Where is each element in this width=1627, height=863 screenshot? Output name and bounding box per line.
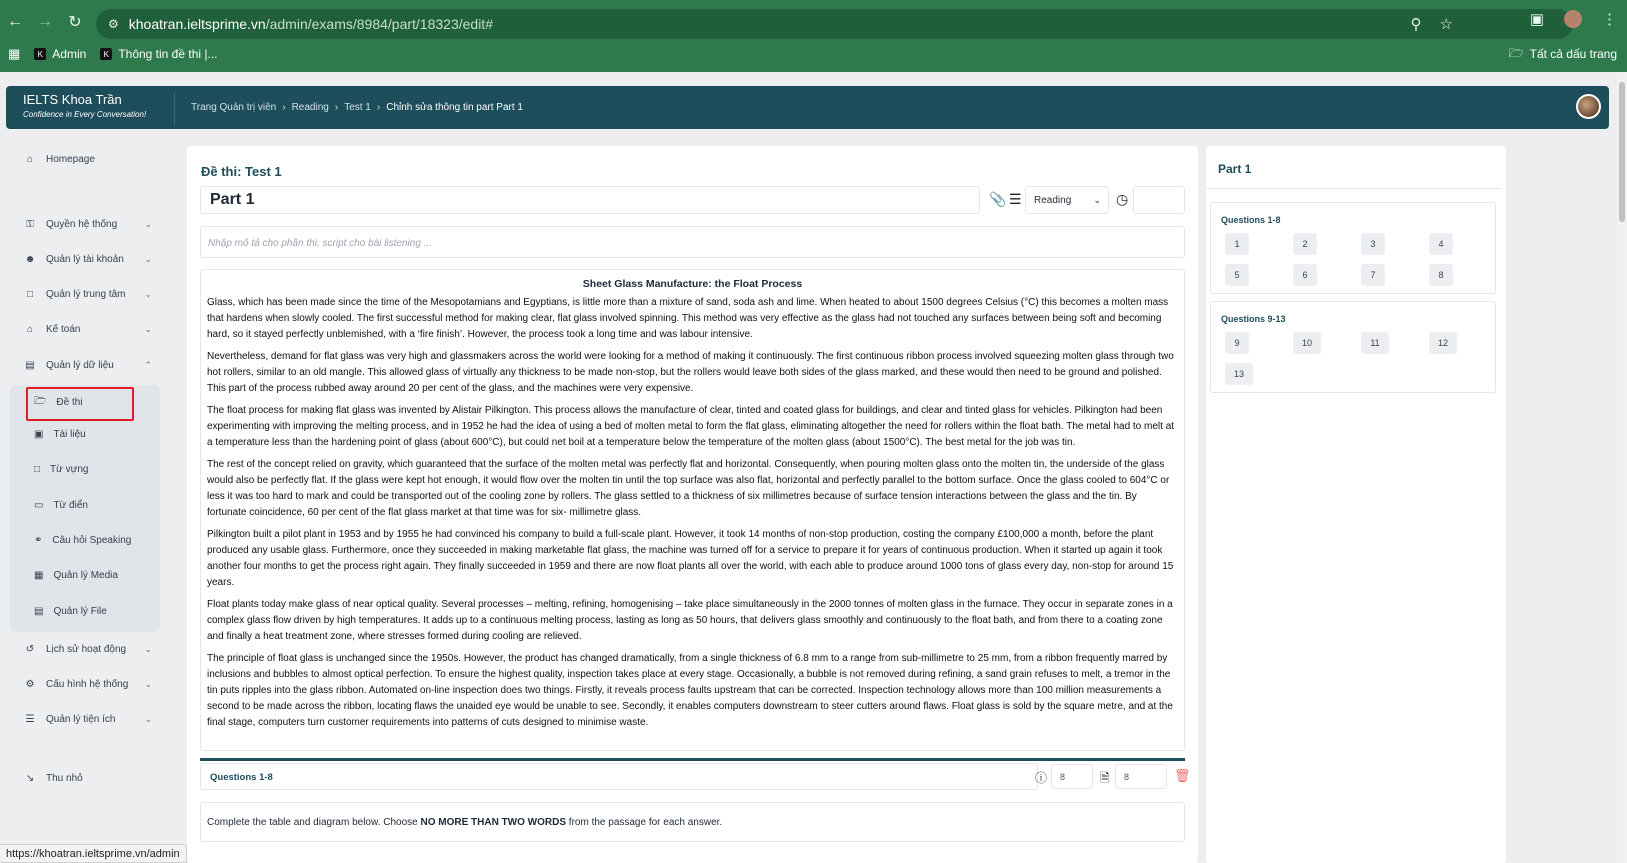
breadcrumb	[191, 102, 523, 113]
page-title: Đề thi: Test 1	[201, 164, 282, 179]
skill-select-value: Reading	[1034, 195, 1072, 206]
extensions-icon[interactable]: ▣	[1529, 11, 1544, 28]
sidebar-item-files[interactable]	[34, 606, 107, 617]
sidebar-item-speaking[interactable]	[34, 535, 131, 546]
divider	[200, 758, 1185, 761]
admin-app	[0, 72, 1627, 863]
mic-icon: ⚭	[34, 535, 43, 546]
chevron-down-icon: ⌄	[144, 288, 152, 299]
sidebar-item-label: Homepage	[46, 153, 95, 165]
folder-icon: 🗁	[34, 396, 47, 407]
sidebar-item-centers[interactable]	[22, 286, 152, 302]
breadcrumb-sep: ›	[376, 102, 381, 113]
breadcrumb-home[interactable]: Trang Quản trị viên	[191, 102, 277, 113]
status-bar-url: https://khoatran.ieltsprime.vn/admin	[0, 844, 187, 863]
question-button[interactable]: 12	[1429, 332, 1457, 354]
avatar[interactable]	[1576, 94, 1601, 119]
zoom-icon[interactable]: ⚲	[1410, 16, 1422, 33]
sidebar-item-accounts[interactable]	[22, 251, 152, 267]
question-group-title[interactable]: Questions 1-8	[200, 763, 1038, 790]
passage-title: Sheet Glass Manufacture: the Float Process	[582, 278, 803, 290]
editor-panel	[187, 146, 1198, 863]
home-icon: ⌂	[26, 153, 34, 165]
question-group-title: Questions 9-13	[1221, 314, 1286, 324]
sidebar-item-label: Quản lý trung tâm	[46, 288, 126, 300]
question-button[interactable]: 2	[1293, 233, 1317, 255]
history-icon: ↺	[25, 643, 35, 655]
paperclip-icon[interactable]: 📎	[989, 191, 1007, 207]
box-icon: ▣	[34, 429, 44, 440]
selection-highlight	[26, 387, 134, 421]
question-group-title: Questions 1-8	[1221, 215, 1281, 225]
breadcrumb-sep: ›	[334, 102, 339, 113]
sidebar-item-label: Quản lý tiện ích	[46, 713, 116, 725]
question-button[interactable]: 9	[1225, 332, 1249, 354]
url-bar[interactable]	[96, 9, 1573, 39]
bookmark-admin[interactable]	[34, 47, 86, 61]
sidebar-item-data[interactable]	[22, 357, 152, 373]
message-icon: □	[34, 464, 41, 475]
question-navigator	[1206, 146, 1506, 863]
image-icon: ▦	[34, 570, 44, 581]
address-row	[0, 5, 1627, 39]
breadcrumb-reading[interactable]: Reading	[291, 102, 329, 113]
bookmark-label: Admin	[52, 47, 87, 61]
chevron-down-icon: ⌄	[144, 643, 152, 654]
collapse-icon: ↘	[25, 772, 35, 784]
sidebar-item-dictionary[interactable]	[34, 500, 88, 511]
sidebar-item-config[interactable]	[22, 676, 152, 692]
page-count-input[interactable]: 8	[1115, 764, 1167, 789]
breadcrumb-sep: ›	[282, 102, 286, 113]
page-scrollbar[interactable]	[1617, 72, 1627, 863]
brand-title: IELTS Khoa Trần	[23, 92, 122, 107]
browser-chrome	[0, 0, 1627, 72]
bank-icon: ⌂	[26, 323, 34, 335]
star-icon[interactable]: ☆	[1439, 16, 1453, 33]
sidebar-item-accounting[interactable]	[22, 321, 152, 337]
all-bookmarks[interactable]	[1509, 44, 1617, 65]
question-instruction[interactable]	[200, 802, 1185, 842]
question-button[interactable]: 11	[1361, 332, 1389, 354]
sidebar-item-history[interactable]	[22, 641, 152, 657]
url-host: khoatran.ieltsprime.vn	[128, 16, 266, 32]
brand-subtitle: Confidence in Every Conversation!	[23, 110, 147, 119]
sidebar-item-label: Quản lý Media	[53, 570, 118, 581]
passage-paragraph: Float plants today make glass of near optical quality. Several processes – melting, refining, homogenising – take place simultaneously in the 2000 tonnes of molten glass in the furnace. They occur in separate zones in a complex glass flow driven by high temperatures. It adds up to a continuous melting process, lasting as long as 50 hours, that delivers glass smoothly and continuously to the float bath, and from there to a coating zone and finally a heat treatment zone, where stresses formed during cooling are relieved.	[207, 599, 1173, 642]
instruction-text: Complete the table and diagram below. Choose	[207, 817, 421, 828]
bookmark-label: Thông tin đề thi |...	[118, 47, 218, 61]
sidebar-item-label: Quản lý dữ liệu	[46, 359, 114, 371]
sidebar-item-utilities[interactable]	[22, 711, 152, 727]
sidebar-item-media[interactable]	[34, 570, 118, 581]
passage-paragraph: The float process for making flat glass was invented by Alistair Pilkington. This process allows the manufacture of clear, tinted and coated glass for buildings, and clear and tinted glass for vehicles. Pilkington had been experimenting with improving the melting process, and in 1952 he had the idea of using a bed of molten metal to form the flat glass, eliminating altogether the need for rollers within the float bath. The metal had to melt at a temperature less than the hardening point of glass (about 600°C), but could net boil at a temperature below the temperature of the molten glass (about 1500°C). The best metal for the job was tin.	[207, 405, 1175, 448]
skill-select[interactable]	[1025, 186, 1109, 214]
trash-icon[interactable]: 🗑	[1174, 768, 1191, 783]
breadcrumb-current: Chỉnh sửa thông tin part Part 1	[386, 102, 523, 113]
chevron-down-icon: ⌄	[144, 713, 152, 724]
question-count-input[interactable]: 8	[1051, 764, 1093, 789]
breadcrumb-test[interactable]: Test 1	[344, 102, 371, 113]
menu-icon[interactable]: ⋮	[1602, 11, 1617, 28]
part-name-input[interactable]: Part 1	[200, 186, 980, 214]
question-button[interactable]: 13	[1225, 363, 1253, 385]
question-button[interactable]: 7	[1361, 264, 1385, 286]
drive-icon: ▤	[34, 606, 44, 617]
sidebar-collapse-label: Thu nhỏ	[46, 772, 83, 784]
clock-icon: ◷	[1116, 191, 1129, 207]
passage-paragraph: The rest of the concept relied on gravity, which guaranteed that the surface of the molten metal was perfectly flat and horizontal. Consequently, when pouring molten glass onto the molten tin, the underside of the glass would also be perfectly flat. If the glass were kept hot enough, it would flow over the molten tin until the top surface was also flat, horizontal and perfectly parallel to the bottom surface. Once the glass cooled to 604°C or less it was too hard to mark and could be transported out of the cooling zone by rollers. The glass settled to a thickness of six millimetres because of surface tension interactions between the glass and the tin. By fortunate coincidence, 60 per cent of the flat glass market at that time was for six- millimetre glass.	[207, 459, 1170, 518]
layers-icon: ☰	[25, 713, 35, 725]
passage-paragraph: Glass, which has been made since the time of the Mesopotamians and Egyptians, is little more than a mixture of sand, soda ash and lime. When heated to about 1500 degrees Celsius (°C) this becomes a molten mass that hardens when slowly cooled. The first successful method for making clear, flat glass involved spinning. This method was very effective as the glass had not touched any surfaces between being soft and becoming hard, so it stayed perfectly unblemished, with a ‘fire finish’. However, the process took a long time and was labour intensive.	[207, 297, 1169, 340]
passage-paragraph: Pilkington built a pilot plant in 1953 and by 1955 he had convinced his company to build a full-scale plant. However, it took 14 months of non-stop production, costing the company £100,000 a month, before the plant produced any usable glass. Furthermore, once they succeeded in making marketable flat glass, the machine was turned off for a service to prepare it for years of continuous production. When it started up again it took another four months to get the process right again. They finally succeeded in 1959 and there are now float plants all over the world, with each able to produce around 1000 tons of glass every day, non-stop for around 15 years.	[207, 529, 1174, 588]
document-icon: 🗎	[1100, 771, 1110, 785]
back-icon[interactable]: ←	[7, 13, 23, 30]
question-button[interactable]: 1	[1225, 233, 1249, 255]
chevron-down-icon: ⌄	[144, 323, 152, 334]
question-button[interactable]: 8	[1429, 264, 1453, 286]
chat-icon: □	[26, 288, 34, 300]
bookmark-exam-info[interactable]	[100, 47, 217, 61]
instruction-text: from the passage for each answer.	[566, 817, 723, 828]
bookmarks-folder-label: Tất cả dấu trang	[1529, 47, 1617, 61]
passage-paragraph: Nevertheless, demand for flat glass was very high and glassmakers across the world were looking for a method of making it continuously. The first continuous ribbon process involved squeezing molten glass through two hot rollers, similar to an old mangle. This allowed glass of virtually any thickness to be made non-stop, but the rollers would leave both sides of the glass marked, and these would then need to be ground and polished. This part of the process rubbed away around 20 per cent of the glass, and the machines were very expensive.	[207, 351, 1174, 394]
chevron-down-icon: ⌄	[144, 218, 152, 229]
navigator-title: Part 1	[1218, 162, 1252, 176]
passage-paragraph: The principle of float glass is unchanged since the 1950s. However, the product has changed dramatically, from a single thickness of 6.8 mm to a range from sub-millimetre to 25 mm, from a ribbon frequently marred by inclusions and bubbles to almost optical perfection. To ensure the highest quality, inspection takes place at every stage. Occasionally, a bubble is not removed during refining, a sand grain refuses to melt, a tremor in the tin puts ripples into the glass ribbon. Automated on-line inspection does two things. Firstly, it reveals process faults upstream that can be corrected. Inspection technology allows more than 100 million measurements a second to be made across the ribbon, locating flaws the unaided eye would be unable to see. Secondly, it enables computers downstream to steer cutters around flaws. Float glass is sold by the square metre, and at the final stage, computers turn customer requirements into patterns of cuts designed to minimise waste.	[207, 653, 1173, 728]
folder-icon: 🗁	[1508, 45, 1524, 60]
question-button[interactable]: 10	[1293, 332, 1321, 354]
sidebar-item-label: Đề thi	[56, 397, 83, 408]
sidebar-item-label: Quyền hệ thống	[46, 218, 118, 230]
instruction-bold: NO MORE THAN TWO WORDS	[420, 817, 567, 828]
top-bar	[6, 86, 1609, 129]
bookmark-favicon: K	[34, 48, 46, 60]
sidebar-item-label: Cấu hình hệ thống	[46, 678, 129, 690]
sidebar-item-permissions[interactable]	[22, 216, 152, 232]
chevron-up-icon: ⌃	[144, 359, 152, 370]
chevron-down-icon: ⌄	[1093, 195, 1101, 205]
sidebar-item-label: Quản lý File	[53, 606, 107, 617]
sidebar-item-label: Lịch sử hoạt động	[46, 643, 127, 655]
brand[interactable]	[23, 92, 178, 119]
sidebar-item-label: Quản lý tài khoản	[46, 253, 124, 265]
apps-icon[interactable]: ▦	[8, 46, 21, 61]
reload-icon[interactable]: ↻	[68, 14, 82, 31]
bookmark-favicon: K	[100, 48, 112, 60]
sidebar	[8, 140, 166, 863]
chevron-down-icon: ⌄	[144, 253, 152, 264]
divider	[174, 92, 175, 125]
scrollbar-thumb[interactable]	[1619, 82, 1625, 222]
question-group	[1210, 301, 1496, 393]
question-group	[1210, 202, 1496, 294]
chevron-down-icon: ⌄	[144, 678, 152, 689]
list-icon[interactable]: ☰	[1009, 191, 1022, 207]
sidebar-item-homepage[interactable]	[22, 151, 152, 167]
question-button[interactable]: 6	[1293, 264, 1317, 286]
sidebar-item-vocabulary[interactable]	[34, 464, 88, 475]
sidebar-item-documents[interactable]	[34, 429, 86, 440]
sidebar-item-label: Kế toán	[46, 323, 81, 335]
bookmarks-bar	[0, 43, 1627, 65]
url-path: /admin/exams/8984/part/18323/edit#	[265, 16, 493, 32]
users-icon: ☻	[24, 253, 36, 265]
time-input[interactable]	[1133, 186, 1185, 214]
passage-editor[interactable]	[200, 269, 1185, 751]
sidebar-item-label: Câu hỏi Speaking	[52, 535, 132, 546]
site-info-icon[interactable]: ⚙	[108, 17, 119, 31]
question-button[interactable]: 5	[1225, 264, 1249, 286]
forward-icon[interactable]: →	[37, 13, 53, 30]
question-icon: ⓘ	[1035, 771, 1048, 785]
sidebar-collapse[interactable]	[22, 770, 152, 786]
sidebar-item-label: Từ điển	[53, 500, 88, 511]
profile-icon[interactable]	[1564, 10, 1582, 28]
question-button[interactable]: 3	[1361, 233, 1385, 255]
gear-icon: ⚙	[25, 678, 35, 690]
sidebar-item-label: Từ vựng	[50, 464, 89, 475]
description-input[interactable]: Nhập mô tả cho phần thi, script cho bài listening ...	[200, 226, 1185, 258]
drive-icon: ▤	[25, 359, 35, 371]
key-icon: ⚿	[26, 218, 34, 230]
sidebar-item-label: Tài liệu	[53, 429, 86, 440]
book-icon: ▭	[34, 500, 44, 511]
question-button[interactable]: 4	[1429, 233, 1453, 255]
divider	[1206, 188, 1501, 189]
